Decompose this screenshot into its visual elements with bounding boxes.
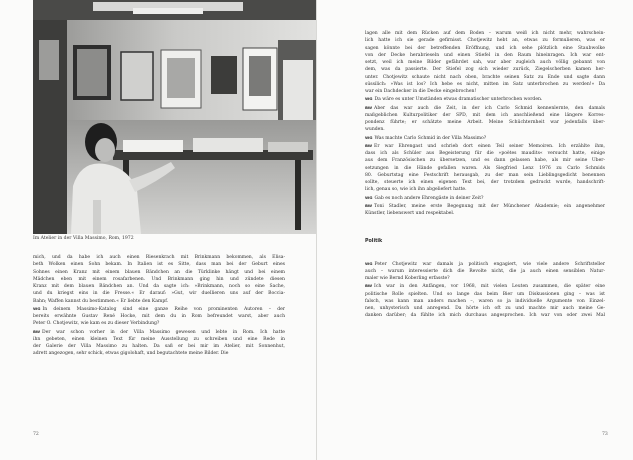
speaker-initials: WG bbox=[365, 134, 373, 140]
line-text: dem, was da passierte. Der Stiefel zog sich wieder zurück, Ziegelscherben kamen her- bbox=[365, 67, 605, 73]
text-line bbox=[365, 119, 605, 126]
text-line bbox=[365, 45, 605, 52]
text-line bbox=[365, 275, 605, 282]
text-line bbox=[365, 81, 605, 88]
line-text: lich hatte ich sie gerade gefirnisst. Chotjewitz hebt an, etwas zu formulieren, was er bbox=[365, 38, 605, 44]
line-text: Peter O. Chotjewitz, wie kam es zu dieser Verbindung? bbox=[33, 321, 160, 327]
text-line bbox=[365, 37, 605, 44]
line-text: sollte, steuerte ich einen eigenen Text bei, der trotzdem gedruckt wurde, handschrift- bbox=[365, 180, 605, 185]
text-line bbox=[365, 52, 605, 59]
line-text: politische Rolle spielten. Und so lange das beim Bier um Diskussionen ging – was ist bbox=[365, 291, 605, 297]
line-text: Toni Stadler, meine erste Begegnung mit der Münchener Akademie; ein angenehmer bbox=[374, 203, 605, 209]
text-line bbox=[365, 104, 605, 112]
line-text: lich, genau so, wie ich ihn abgeliefert hatte. bbox=[365, 187, 467, 193]
text-line bbox=[33, 336, 285, 343]
line-text: setzt, weil ich meine Bilder gefährdet sah, war aber zugleich auch völlig gebannt von bbox=[365, 60, 605, 65]
speaker-initials: BW bbox=[365, 202, 373, 208]
line-text: Der war schon vorher in der Villa Massimo gewesen und lebte in Rom. Ich hatte bbox=[42, 329, 285, 335]
line-text: süssilich: »Was ist los? Ich hebe es nicht, mitten im Satz unterbrochen zu werden!« Da bbox=[365, 81, 605, 87]
line-text: In deinem Massimo-Katalog sind eine ganze Reihe von prominenten Autoren – der bbox=[42, 306, 285, 312]
line-text: beth Wolken einen Sohn bekam. In Italien ist es Sitte, dass man bei der Geburt eines bbox=[33, 262, 285, 268]
section-heading-politik: Politik bbox=[365, 239, 383, 245]
line-text: Da wäre es unter Umständen etwas dramatischer unterbrochen worden. bbox=[374, 97, 543, 103]
speaker-initials: WG bbox=[33, 305, 41, 311]
text-line bbox=[365, 95, 605, 103]
line-text: Kranz mit dem blauen Bändchen an. Und da sagte ich: »Brinkmann, noch so eine Sache, bbox=[33, 284, 285, 289]
text-line bbox=[365, 59, 605, 66]
line-text: sagen könnte bei der betreffenden Eröffnung, und ich sehe plötzlich eine Staubwolke bbox=[365, 45, 605, 51]
line-text: wunden. bbox=[365, 127, 385, 133]
text-line bbox=[33, 305, 285, 313]
text-line bbox=[365, 134, 605, 142]
text-line bbox=[33, 290, 285, 297]
line-text: unter. Chotjewitz schaute nicht nach oben, brachte seinen Satz zu Ende und sagte dann bbox=[365, 74, 605, 80]
line-text: pondenz führte; er schätzte meine Arbeit. Meine Schüchternheit war jedenfalls über- bbox=[365, 120, 605, 125]
speaker-initials: BW bbox=[365, 283, 373, 289]
speaker-initials: WG bbox=[365, 260, 373, 266]
line-text: Ich war in den Anfängen, vor 1968, mit vielen Leuten zusammen, die später eine bbox=[374, 284, 605, 290]
text-line bbox=[33, 313, 285, 320]
line-text: bereits erwähnte Gustav René Hocke, mit dem du in Rom befreundet warst, aber auch bbox=[33, 314, 285, 319]
line-text: adrett angezogen, sehr schick, etwas gigolohaft, und begutachtete meine Bilder. Die bbox=[33, 351, 229, 357]
text-line bbox=[365, 179, 605, 186]
line-text: falsch, was kann man anders machen –, waren so ja individuelle Argumente von Einzel- bbox=[365, 298, 605, 304]
text-line bbox=[365, 142, 605, 150]
text-line bbox=[33, 261, 285, 268]
text-line bbox=[365, 157, 605, 164]
line-text: 80. Geburtstag eine Festschrift herausgab, zu der man sein Lieblingsgedicht benennen bbox=[365, 172, 605, 178]
text-line bbox=[33, 298, 285, 305]
line-text: lagen alle mit dem Rücken auf dem Boden – warum weiß ich nicht mehr, wahrschein- bbox=[365, 31, 605, 36]
text-line bbox=[365, 260, 605, 268]
line-text: Er war Ehrengast und schrieb dort einen Teil seiner Memoiren. Ich erzählte ihm, bbox=[374, 143, 605, 149]
text-line bbox=[365, 66, 605, 73]
text-line bbox=[33, 276, 285, 283]
text-line bbox=[33, 328, 285, 336]
line-text: von der Decke herabrieseln und einen Stiefel in den Raum hineinragen. Ich war ent- bbox=[365, 52, 605, 58]
left-page-body-text bbox=[33, 254, 285, 358]
line-text: Was machte Carlo Schmid in der Villa Massimo? bbox=[374, 135, 487, 141]
line-text: der Galerie der Villa Massimo zu halten. Da saß er bei mir im Atelier, mit Sonnenhut, bbox=[33, 344, 285, 349]
text-line bbox=[365, 298, 605, 305]
line-text: auch – warum interessierte dich die Revolte nicht, die ja auch einen sensiblen Natur- bbox=[365, 268, 605, 274]
line-text: Künstler, liebenswert und respektabel. bbox=[365, 211, 455, 216]
text-line bbox=[365, 312, 605, 319]
text-line bbox=[33, 350, 285, 357]
text-line bbox=[365, 112, 605, 119]
text-line bbox=[365, 291, 605, 298]
speaker-initials: WG bbox=[365, 96, 373, 102]
text-line bbox=[365, 282, 605, 290]
right-text-before-heading bbox=[365, 30, 605, 217]
line-text: Mädchen eben mit einem rosafarbenen. Und Brinkmann ging hin und zündete diesen bbox=[33, 276, 285, 282]
text-line bbox=[365, 305, 605, 312]
text-line bbox=[365, 165, 605, 172]
text-line bbox=[365, 194, 605, 202]
text-line bbox=[365, 186, 605, 193]
left-page-number: 72 bbox=[33, 432, 39, 437]
right-page-number: 73 bbox=[602, 432, 608, 437]
text-line bbox=[365, 210, 605, 217]
studio-photo-image bbox=[33, 0, 316, 234]
speaker-initials: BW bbox=[365, 104, 373, 110]
studio-photo bbox=[33, 0, 316, 234]
text-line bbox=[365, 126, 605, 133]
line-text: war ein Dachdecker in die Decke eingebrochen! bbox=[365, 89, 477, 94]
line-text: danken darüber; da fühlte ich mich durchaus angesprochen. Ich war von oder zwei Mal bbox=[365, 313, 605, 319]
left-page bbox=[0, 0, 316, 460]
speaker-initials: WG bbox=[365, 194, 373, 200]
line-text: Bahn; Waffen kannst du bestimmen.« Er liebte den Kampf. bbox=[33, 298, 169, 304]
speaker-initials: BW bbox=[33, 328, 41, 334]
text-line bbox=[365, 172, 605, 179]
right-text-after-heading bbox=[365, 260, 605, 320]
line-text: Peter Chotjewitz war damals ja politisch engagiert, wie viele andere Schriftsteller bbox=[374, 261, 605, 267]
text-line bbox=[33, 254, 285, 261]
line-text: maßgeblichen Kulturpolitiker der SPD, mit dem ich anschließend eine längere Korres- bbox=[365, 112, 605, 118]
line-text: aus dem Französischen zu übersetzen, und es dann gelassen habe, als mir seine Über- bbox=[365, 158, 605, 164]
line-text: Sohnes einen Kranz mit einem blauen Bändchen an die Türklinke hängt und bei einem bbox=[33, 269, 285, 275]
text-line bbox=[33, 269, 285, 276]
text-line bbox=[33, 283, 285, 290]
line-text: Gab es noch andere Ehrengäste in deiner Zeit? bbox=[374, 195, 484, 201]
text-line bbox=[365, 150, 605, 157]
line-text: und du kriegst eins in die Fresse.« Er darauf: »Gut, wir duellieren uns auf der Boccia- bbox=[33, 291, 285, 297]
line-text: Aber das war auch die Zeit, in der ich Carlo Schmid kennenlernte, den damals bbox=[374, 105, 605, 111]
text-line bbox=[33, 320, 285, 327]
text-line bbox=[33, 343, 285, 350]
line-text: dass ich als Schüler aus Begeisterung für die »poètes maudits« versucht hatte, einige bbox=[365, 151, 605, 156]
line-text: mich, und da habe ich auch einen Riesenkrach mit Brinkmann bekommen, als Elisa- bbox=[33, 255, 285, 260]
line-text: ihn gebeten, einen kleinen Text für meine Ausstellung zu schreiben und eine Rede in bbox=[33, 336, 285, 342]
text-line bbox=[365, 202, 605, 210]
right-page-body-text bbox=[365, 30, 605, 320]
text-line bbox=[365, 268, 605, 275]
line-text: setzungen in die Hände gefallen waren. Als Siegfried Lenz 1976 zu Carlo Schmids bbox=[365, 165, 605, 171]
speaker-initials: BW bbox=[365, 142, 373, 148]
photo-caption: Im Atelier in der Villa Massimo, Rom, 1972 bbox=[33, 236, 134, 241]
text-line bbox=[365, 30, 605, 37]
text-line bbox=[365, 88, 605, 95]
text-line bbox=[365, 74, 605, 81]
line-text: maler wie Bernd Koberling erfasste? bbox=[365, 276, 450, 281]
line-text: nen, unhysterisch und anregend. Da hörte ich oft zu und machte mir auch meine Ge- bbox=[365, 306, 605, 311]
